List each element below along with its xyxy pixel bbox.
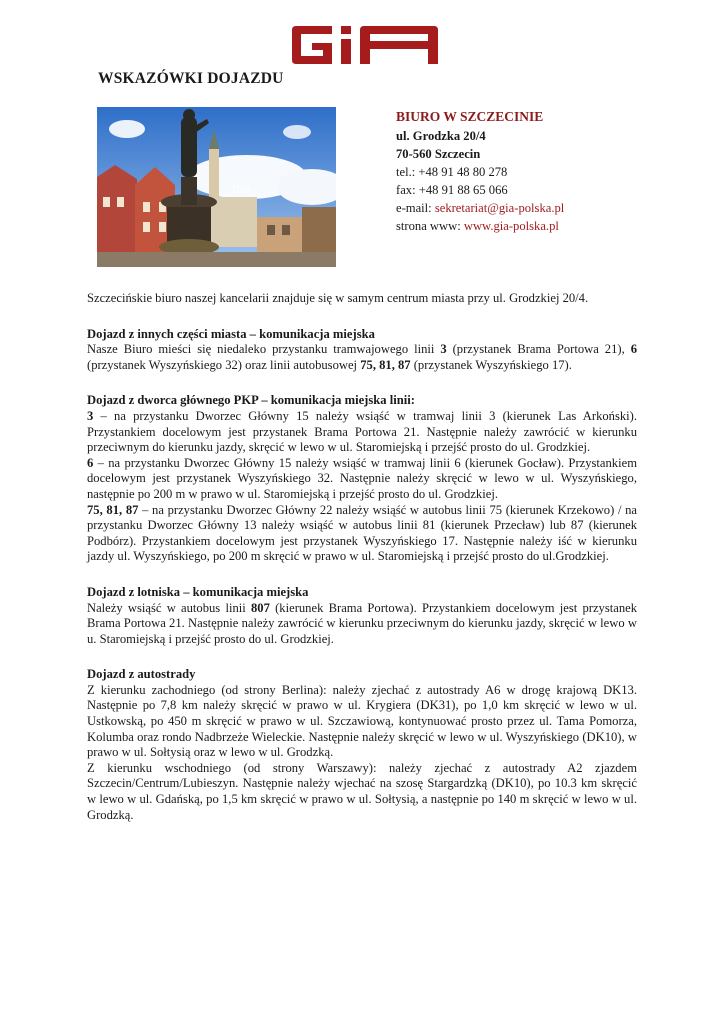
office-www-row xyxy=(396,217,564,235)
email-label: e-mail: xyxy=(396,201,435,215)
page-title: WSKAZÓWKI DOJAZDU xyxy=(98,70,284,87)
pkp-bus: 75, 81, 87 – na przystanku Dworzec Główny 22 należy wsiąść w autobus linii 75 (kierunek Krzekowo) / na przystanku Dworzec Główny 13 należy wsiąść w autobus linii 81 (kierunek Przecław) lub 87 (kierunek Podbórz). Przystankiem docelowym jest przystanek Wyszyńskiego 17. Następnie należy iść w kierunku jazdy ul. Wyszyńskiego, po 200 m skręcić w prawo w ul. Staromiejską i przejść prosto do ul.Grodzkiej. xyxy=(87,502,638,564)
highway-east: Z kierunku wschodniego (od strony Warszawy): należy zjechać z autostrady A2 zjazdem Szczecin/Centrum/Lubieszyn. Następnie należy wjechać na szosę Stargardzką (DK10), po 10.3 km skręcić w lewo w ul. Gdańską, po 1,5 km skręcić w prawo w ul. Sołtysią, a następnie po 140 m skręcić w lewo w ul. Grodzką. xyxy=(87,760,637,822)
www-link[interactable]: www.gia-polska.pl xyxy=(463,219,559,233)
office-heading: BIURO W SZCZECINIE xyxy=(396,109,544,124)
pkp-line-3: 3 – na przystanku Dworzec Główny 15 należy wsiąść w tramwaj linii 3 (kierunek Las Arkoński). Przystankiem docelowym jest przystanek Brama Portowa 21. Następnie należy zawrócić w kierunku przeciwnym do kierunku jazdy, skręcić w lewo w ul. Staromiejską i przejść prosto do ul. Grodzkiej. xyxy=(87,408,637,455)
section-text: Nasze Biuro mieści się niedaleko przystanku tramwajowego linii 3 (przystanek Brama Portowa 21), 6 (przystanek Wyszyńskiego 32) oraz linii autobusowej 75, 81, 87 (przystanek Wyszyńskiego 17). xyxy=(87,342,637,372)
office-tel: tel.: +48 91 48 80 278 xyxy=(396,165,508,179)
section-heading: Dojazd z dworca głównego PKP – komunikacja miejska linii: xyxy=(87,393,415,408)
email-link[interactable]: sekretariat@gia-polska.pl xyxy=(434,201,565,215)
section-airport xyxy=(87,585,637,647)
office-email-row xyxy=(396,199,564,217)
office-fax: fax: +48 91 88 65 066 xyxy=(396,183,508,197)
pkp-line-6: 6 – na przystanku Dworzec Główny 15 należy wsiąść w tramwaj linii 6 (kierunek Gocław). Przystankiem docelowym jest przystanek Wyszyńskiego 32. Następnie należy skręcić w lewo w ul. Wyszyńskiego, następnie po 200 m w prawo w ul. Staromiejską i przejść prosto do ul. Grodzkiej. xyxy=(87,455,637,501)
office-city: 70-560 Szczecin xyxy=(396,147,481,161)
section-highway xyxy=(87,667,637,823)
section-city-transport xyxy=(87,327,637,374)
section-text: Należy wsiąść w autobus linii 807 (kierunek Brama Portowa). Przystankiem docelowym jest przystanek Brama Portowa 21. Następnie należy zawrócić w kierunku przeciwnym do kierunku jazdy, skręcić w lewo w u. Staromiejską i przejść prosto do ul. Grodzkiej. xyxy=(87,600,638,646)
www-label: strona www: xyxy=(396,219,464,233)
section-heading: Dojazd z autostrady xyxy=(87,667,196,682)
directions-body xyxy=(87,291,637,823)
section-heading: Dojazd z innych części miasta – komunikacja miejska xyxy=(87,326,375,341)
office-contact xyxy=(396,108,564,235)
intro-text: Szczecińskie biuro naszej kancelarii znajduje się w samym centrum miasta przy ul. Grodzkiej 20/4. xyxy=(87,291,589,305)
office-street: ul. Grodzka 20/4 xyxy=(396,129,486,143)
section-heading: Dojazd z lotniska – komunikacja miejska xyxy=(87,584,309,599)
gia-logo xyxy=(292,26,438,64)
section-pkp xyxy=(87,393,637,565)
highway-west: Z kierunku zachodniego (od strony Berlina): należy zjechać z autostrady A6 w drogę krajową DK13. Następnie po 7,8 km należy skręcić w prawo w ul. Krygiera (DK31), po 1,0 km skręcić w lewo w ul. Ustkowską, po 450 m skręcić w prawo w ul. Szczawiową, kontynuować prosto przez ul. Tama Pomorza, Kolumba oraz rondo Nadbrzeże Wieleckie. Następnie należy skręcić w lewo w ul. Wyszyńskiego (DK10), w prawo w ul. Sołtysią oraz w lewo w ul. Grodzką. xyxy=(87,682,637,760)
city-photo xyxy=(97,107,336,267)
photo-watermark: dia xyxy=(232,182,251,196)
